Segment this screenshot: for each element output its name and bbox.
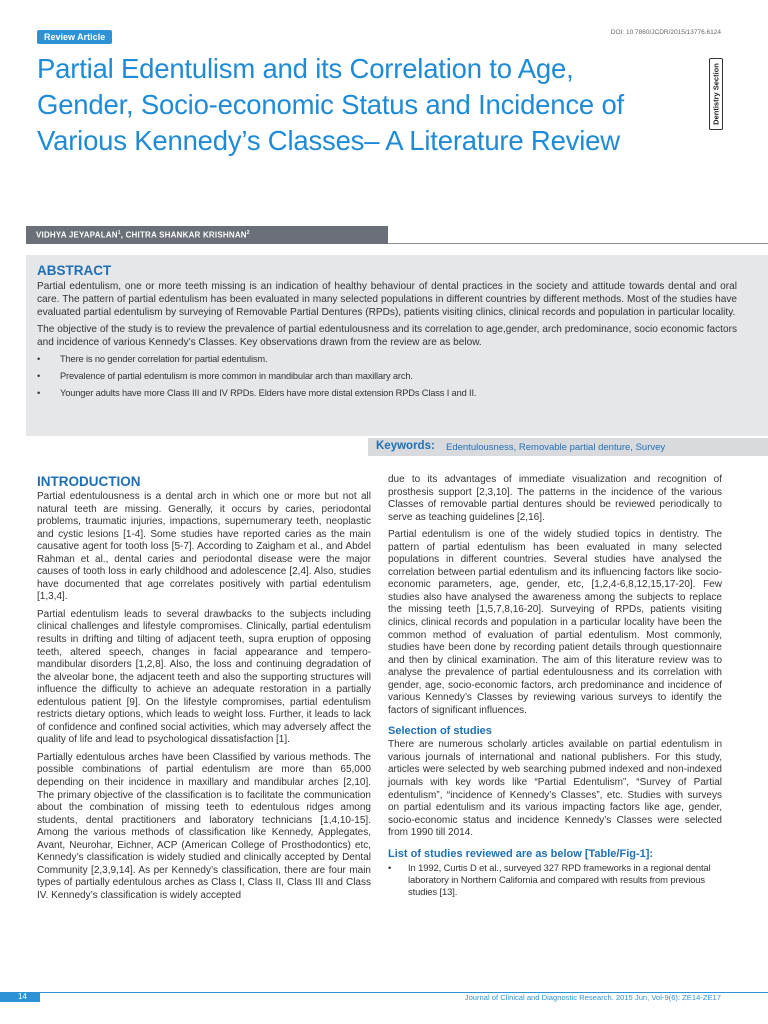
study-list [388, 862, 722, 899]
author-bar [26, 226, 388, 244]
section-tab [709, 58, 723, 130]
article-type-badge: Review Article [37, 30, 112, 44]
abstract-heading: ABSTRACT [37, 263, 112, 278]
keywords-bar [368, 438, 768, 456]
body-paragraph: Partial edentulousness is a dental arch in which one or more but not all natural teeth are missing. Generally, it occurs by caries, periodontal problems, traumatic injuries, impactions, supernumerary teeth, neoplastic and cystic lesions [1-4]. Some studies have reported caries as the main causative agent for tooth loss [5-7]. According to Zaigham et al., and Abdel Rahman et al., dental caries and periodontal disease were the major causes of tooth loss in early childhood and adolescence [2,4]. Also, studies have documented that age correlates positively with partial edentulism [1,3,4]. [37, 491, 371, 603]
study-list-item: • In 1992, Curtis D et al., surveyed 327 RPD frameworks in a regional dental laboratory in Northern California and compared with results from previous studies [13]. [388, 862, 722, 899]
abstract-paragraph-2: The objective of the study is to review the prevalence of partial edentulousness and its correlation to age,gender, arch predominance, socio economic factors and incidence of various Kennedy’s Classes. Key observations drawn from the review are as below. [37, 324, 737, 349]
introduction-heading: INTRODUCTION [37, 474, 141, 489]
abstract-paragraph-1: Partial edentulism, one or more teeth missing is an indication of healthy behaviour of dental practices in the society and attitude towards dental and oral care. The pattern of partial edentulism has been evaluated in many selected populations in different countries by different methods. Most of the studies have evaluated partial edentulism by surveying of Removable Partial Dentures (RPDs), patients visiting clinics, clinical records and population in particular locality. [37, 281, 737, 319]
doi-text[interactable]: DOI: 10.7860/JCDR/2015/13776.6124 [610, 29, 721, 36]
abstract-bullet: • There is no gender correlation for partial edentulism. [37, 353, 737, 366]
keywords-text: Edentulousness, Removable partial denture, Survey [446, 442, 666, 453]
body-paragraph: Partially edentulous arches have been Classified by various methods. The possible combinations of partial edentulism are more than 65,000 depending on their incidence in maxillary and mandibular arches [2,10]. The primary objective of the classification is to facilitate the communication about the combination of missing teeth to edentulous ridges among students, dental practitioners and laboratory technicians [1,4,10-15]. Among the various methods of classification like Kennedy, Applegates, Avant, Neurohar, Eichner, ACP (American College of Prosthodontics) etc, Kennedy’s classification is widely studied and clinically accepted by Dental Community [2,3,9,14]. As per Kennedy’s classification, there are four main types of partially edentulous arches as Class I, Class II, Class III and Class IV. Kennedy’s classification is widely accepted [37, 751, 371, 901]
page-number: 14 [0, 992, 40, 1002]
right-column [388, 474, 722, 898]
list-heading: List of studies reviewed are as below [Table/Fig-1]: [388, 847, 654, 860]
body-paragraph: due to its advantages of immediate visualization and recognition of prosthesis support [2,3,10]. The patterns in the incidence of the various Classes of removable partial dentures should be reviewed periodically to serve as teaching guidelines [2,16]. [388, 474, 722, 523]
abstract-body [37, 280, 737, 404]
author-names: VIDHYA JEYAPALAN$^1$, CHITRA SHANKAR KRISHNAN$^2$ [36, 230, 250, 240]
body-paragraph: Partial edentulism is one of the widely studied topics in dentistry. The pattern of partial edentulism has been evaluated in many selected populations in different countries. Several studies have analysed the correlation between partial edentulism and its influencing factors like socio-economic parameters, age, gender, etc, [1,2,4-6,8,12,15,17-20]. Few studies also have analysed the awareness among the subjects to replace the missing teeth [1,5,7,8,16-20]. Surveying of RPDs, patients visiting clinics, clinical records and population in a particular locality have been the common method of evaluation of partial edentulism. Most commonly, studies have been done by recording patient details through questionnaire and then by clinical examination. The aim of this literature review was to analyse the prevalence of partial edentulousness and its correlation with gender, age, socio-economic factors, arch predominance and incidence of various Kennedy’s Classes by reviewing various surveys to identify the factors of significant influences. [388, 529, 722, 716]
keywords-label: Keywords: [376, 440, 435, 452]
left-column [37, 474, 371, 908]
body-paragraph: Partial edentulism leads to several drawbacks to the subjects including clinical challenges and lifestyle compromises. Clinically, partial edentulism results in drifting and tilting of adjacent teeth, supra eruption of opposing teeth, altered speech, changes in facial appearance and tempero-mandibular disorders [1,2,8]. Also, the loss and continuing degradation of the alveolar bone, the adjacent teeth and also the supporting structures will influence the difficulty to achieve an adequate restoration in a partially edentulous patient [9]. On the lifestyle compromises, partial edentulism restricts dietary options, which leads to weight loss. Further, it leads to lack of confidence and confined social activities, which may adversely affect the quality of life and lead to psychological dissatisfaction [1]. [37, 608, 371, 746]
abstract-bullet: • Younger adults have more Class III and IV RPDs. Elders have more distal extension RPDs Class I and II. [37, 387, 737, 400]
section-label: Dentistry Section [711, 63, 721, 125]
selection-heading: Selection of studies [388, 725, 492, 738]
abstract-bullet: • Prevalence of partial edentulism is more common in mandibular arch than maxillary arch. [37, 370, 737, 383]
author-divider [388, 243, 768, 244]
abstract-bullets [37, 353, 737, 400]
journal-citation: Journal of Clinical and Diagnostic Research. 2015 Jun, Vol-9(6): ZE14-ZE17 [464, 993, 721, 1002]
article-title: Partial Edentulism and its Correlation to Age, Gender, Socio-economic Status and Incidence of Various Kennedy’s Classes– A Literature Review [37, 53, 624, 156]
selection-paragraph: There are numerous scholarly articles available on partial edentulism in various journals of international and national publishers. For this study, articles were selected by web searching pubmed indexed and non-indexed journals with key words like “Partial Edentulism”, “Survey of Partial edentulism”, “incidence of Kennedy’s Classes”, etc. Studies with surveys on partial edentulism and its various impacting factors like age, gender, socio-economic status and incidence Kennedy’s Classes were selected from 1990 till 2014. [388, 739, 722, 839]
